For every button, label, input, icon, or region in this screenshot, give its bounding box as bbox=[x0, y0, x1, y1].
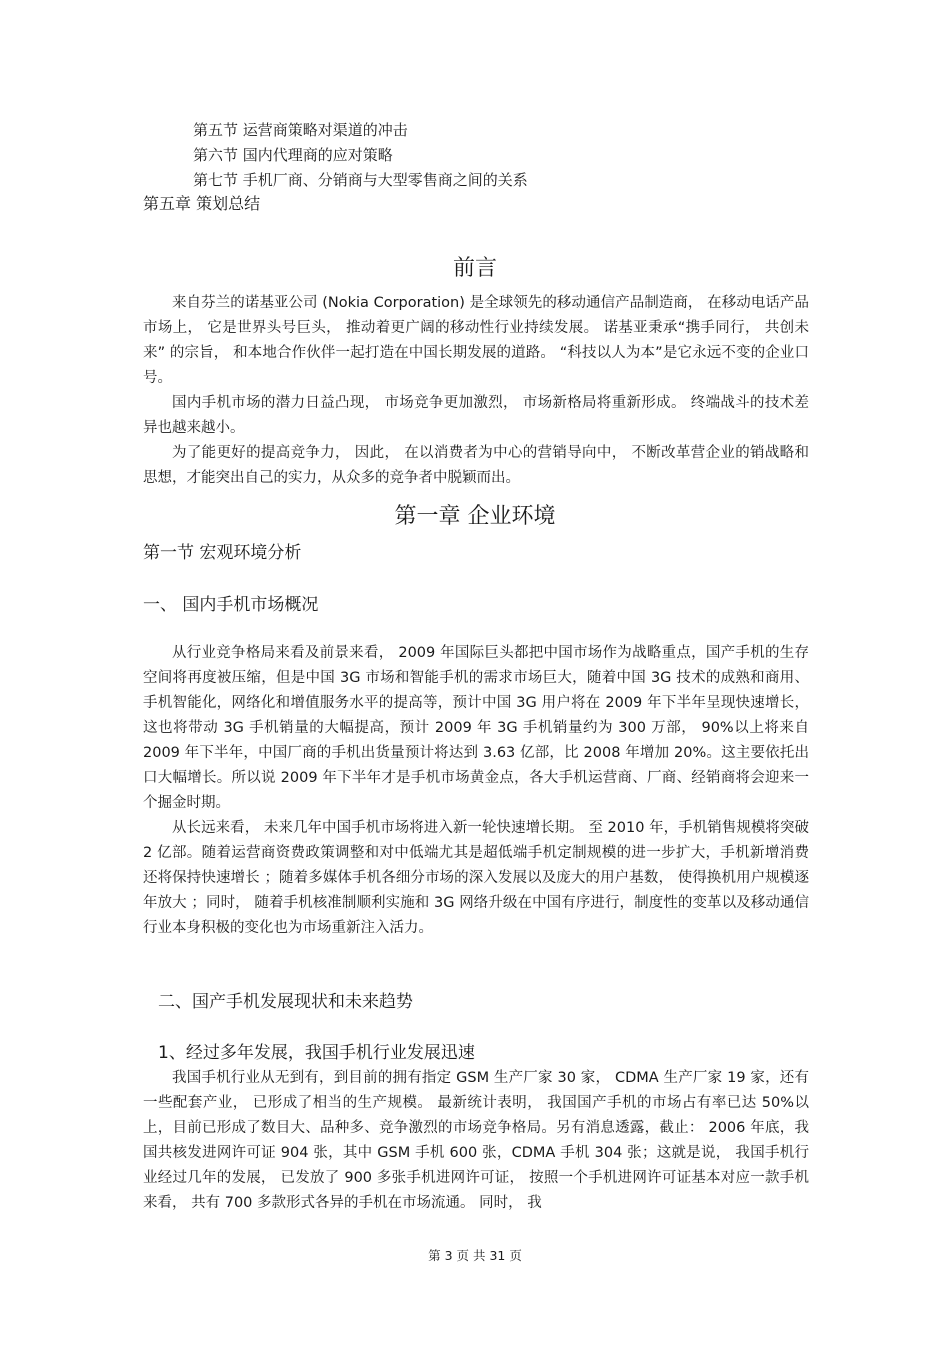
toc-section-7[interactable]: 第七节 手机厂商、分销商与大型零售商之间的关系 bbox=[193, 171, 528, 189]
subsection-1-heading: 一、 国内手机市场概况 bbox=[143, 595, 319, 615]
market-overview-paragraph-2: 从长远来看， 未来几年中国手机市场将进入新一轮快速增长期。 至 2010 年，手机销售规模将突破 2 亿部。随着运营商资费政策调整和对中低端尤其是超低端手机定制规模的进一步扩大，手机新增消费还将保持快速增长 ；随着多媒体手机各细分市场的深入发展以及庞大的用户基数， 使得换机用户规模逐年放大 ；同时， 随着手机核准制顺利实施和 3G 网络升级在中国有序进行，制度性的变革以及移动通信行业本身积极的变化也为市场重新注入活力。 bbox=[143, 820, 809, 936]
preface-paragraph-3: 为了能更好的提高竞争力， 因此， 在以消费者为中心的营销导向中， 不断改革营企业的销战略和思想，才能突出自己的实力，从众多的竞争者中脱颖而出。 bbox=[143, 445, 809, 486]
industry-development-paragraph: 我国手机行业从无到有，到目前的拥有指定 GSM 生产厂家 30 家， CDMA 生产厂家 19 家，还有一些配套产业， 已形成了相当的生产规模。 最新统计表明， 我国国产手机的市场占有率已达 50%以上，目前已形成了数目大、品种多、竞争激烈的市场竞争格局。另有消息透露，截止： 2006 年底，我国共核发进网许可证 904 张，其中 GSM 手机 600 张，CDMA 手机 304 张；这就是说， 我国手机行业经过几年的发展， 已发放了 900 多张手机进网许可证， 按照一个手机进网许可证基本对应一款手机来看， 共有 700 多款形式各异的手机在市场流通。 同时， 我 bbox=[143, 1070, 809, 1211]
page-footer: 第 3 页 共 31 页 bbox=[428, 1248, 522, 1263]
toc-section-6[interactable]: 第六节 国内代理商的应对策略 bbox=[193, 146, 393, 164]
preface-title: 前言 bbox=[452, 256, 497, 281]
chapter-1-title: 第一章 企业环境 bbox=[394, 504, 556, 529]
item-1-heading: 1、经过多年发展，我国手机行业发展迅速 bbox=[158, 1043, 475, 1063]
preface-paragraph-2: 国内手机市场的潜力日益凸现， 市场竞争更加激烈， 市场新格局将重新形成。 终端战斗的技术差异也越来越小。 bbox=[143, 395, 809, 436]
section-1-heading: 第一节 宏观环境分析 bbox=[143, 543, 302, 563]
preface-paragraph-1: 来自芬兰的诺基亚公司 (Nokia Corporation) 是全球领先的移动通信产品制造商， 在移动电话产品市场上， 它是世界头号巨头， 推动着更广阔的移动性行业持续发展。 诺基亚秉承“携手同行， 共创未来” 的宗旨， 和本地合作伙伴一起打造在中国长期发展的道路。 “科技以人为本”是它永远不变的企业口号。 bbox=[143, 295, 809, 386]
subsection-2-heading: 二、国产手机发展现状和未来趋势 bbox=[158, 992, 413, 1012]
toc-section-5[interactable]: 第五节 运营商策略对渠道的冲击 bbox=[193, 121, 408, 139]
market-overview-paragraph-1: 从行业竞争格局来看及前景来看， 2009 年国际巨头都把中国市场作为战略重点，国产手机的生存空间将再度被压缩，但是中国 3G 市场和智能手机的需求市场巨大，随着中国 3G 技术的成熟和商用、手机智能化，网络化和增值服务水平的提高等，预计中国 3G 用户将在 2009 年下半年呈现快速增长，这也将带动 3G 手机销量的大幅提高，预计 2009 年 3G 手机销量约为 300 万部， 90%以上将来自 2009 年下半年，中国厂商的手机出货量预计将达到 3.63 亿部，比 2008 年增加 20%。这主要依托出口大幅增长。所以说 2009 年下半年才是手机市场黄金点，各大手机运营商、厂商、经销商将会迎来一个掘金时期。 bbox=[143, 645, 809, 811]
toc-chapter-5[interactable]: 第五章 策划总结 bbox=[143, 194, 261, 213]
